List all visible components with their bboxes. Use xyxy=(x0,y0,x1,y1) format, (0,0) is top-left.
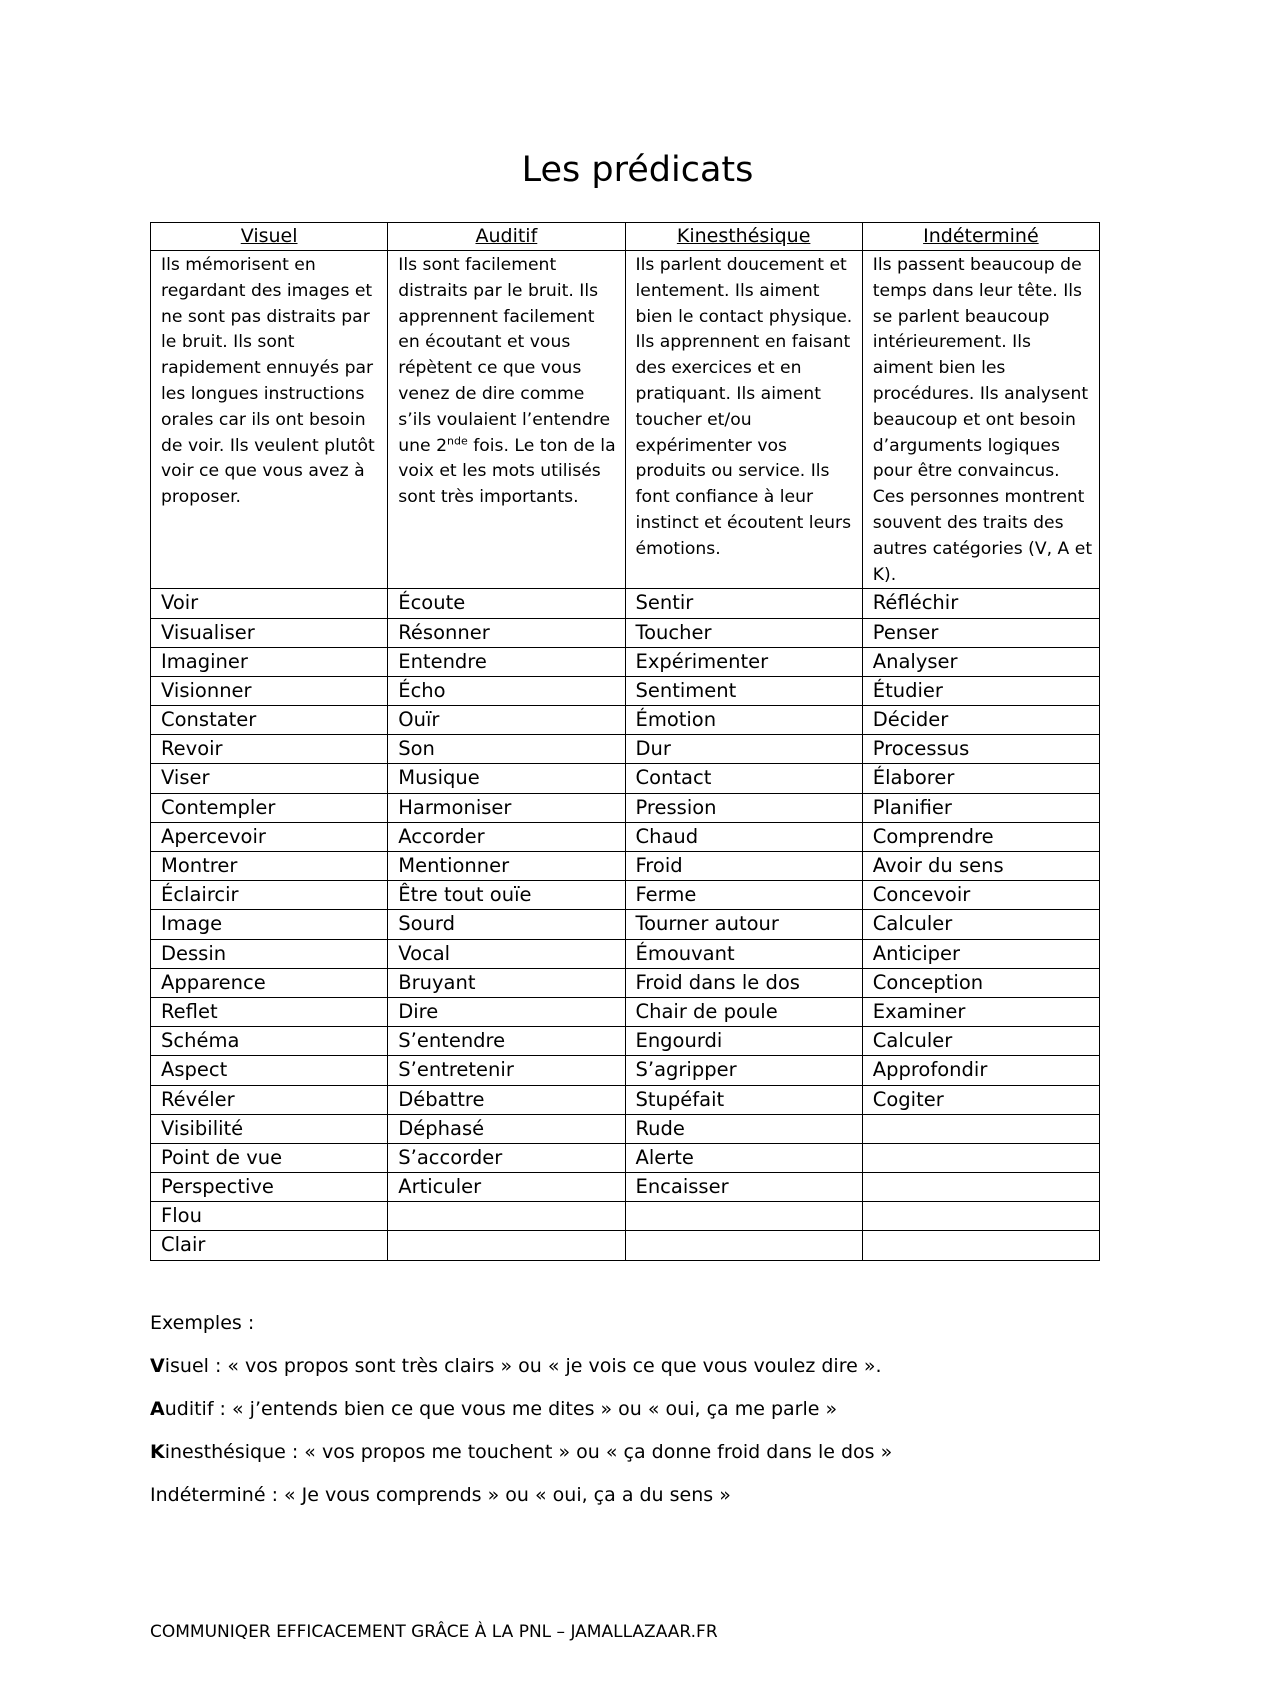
predicate-cell-auditif: Mentionner xyxy=(388,852,625,881)
predicate-cell-kinesthesique: Engourdi xyxy=(625,1027,862,1056)
predicate-cell-indetermine xyxy=(862,1231,1099,1260)
predicate-cell-visuel: Contempler xyxy=(151,793,388,822)
table-row xyxy=(151,910,1100,939)
predicate-cell-indetermine: Processus xyxy=(862,735,1099,764)
predicate-cell-kinesthesique: Sentir xyxy=(625,589,862,618)
example-auditif-label: uditif : xyxy=(164,1398,232,1420)
predicate-cell-visuel: Visibilité xyxy=(151,1114,388,1143)
example-kinesthesique-text: « vos propos me touchent » ou « ça donne froid dans le dos » xyxy=(304,1441,893,1463)
table-row xyxy=(151,1056,1100,1085)
predicate-cell-kinesthesique: Toucher xyxy=(625,618,862,647)
example-indetermine-text: « Je vous comprends » ou « oui, ça a du sens » xyxy=(284,1484,731,1506)
header-kinesthesique: Kinesthésique xyxy=(625,223,862,251)
table-row xyxy=(151,676,1100,705)
example-visuel-label: isuel : xyxy=(164,1355,228,1377)
predicate-cell-visuel: Perspective xyxy=(151,1173,388,1202)
example-visuel-initial: V xyxy=(150,1355,165,1377)
predicate-cell-auditif: Sourd xyxy=(388,910,625,939)
header-visuel: Visuel xyxy=(151,223,388,251)
table-row xyxy=(151,618,1100,647)
predicate-cell-visuel: Image xyxy=(151,910,388,939)
table-row xyxy=(151,764,1100,793)
predicate-cell-kinesthesique: Expérimenter xyxy=(625,647,862,676)
predicate-cell-auditif: Vocal xyxy=(388,939,625,968)
predicate-cell-auditif: Harmoniser xyxy=(388,793,625,822)
predicate-cell-kinesthesique: Émotion xyxy=(625,706,862,735)
predicate-cell-kinesthesique: Dur xyxy=(625,735,862,764)
predicate-cell-indetermine: Étudier xyxy=(862,676,1099,705)
predicate-cell-kinesthesique: Alerte xyxy=(625,1143,862,1172)
predicate-cell-auditif: S’accorder xyxy=(388,1143,625,1172)
predicate-cell-kinesthesique: Chair de poule xyxy=(625,997,862,1026)
predicate-cell-visuel: Visionner xyxy=(151,676,388,705)
example-kinesthesique-initial: K xyxy=(150,1441,165,1463)
table-row xyxy=(151,735,1100,764)
predicate-cell-visuel: Reflet xyxy=(151,997,388,1026)
predicate-cell-indetermine: Conception xyxy=(862,968,1099,997)
predicate-cell-kinesthesique xyxy=(625,1231,862,1260)
predicate-cell-indetermine: Calculer xyxy=(862,910,1099,939)
predicate-cell-auditif xyxy=(388,1202,625,1231)
predicate-cell-kinesthesique: Pression xyxy=(625,793,862,822)
predicate-cell-indetermine xyxy=(862,1173,1099,1202)
predicate-cell-visuel: Flou xyxy=(151,1202,388,1231)
predicate-cell-visuel: Schéma xyxy=(151,1027,388,1056)
predicate-cell-visuel: Éclaircir xyxy=(151,881,388,910)
predicate-cell-indetermine: Élaborer xyxy=(862,764,1099,793)
predicate-cell-auditif: S’entretenir xyxy=(388,1056,625,1085)
header-indetermine: Indéterminé xyxy=(862,223,1099,251)
predicate-cell-visuel: Aspect xyxy=(151,1056,388,1085)
predicate-cell-kinesthesique: Tourner autour xyxy=(625,910,862,939)
predicate-cell-kinesthesique: Encaisser xyxy=(625,1173,862,1202)
description-auditif-superscript: nde xyxy=(447,433,468,447)
predicate-cell-visuel: Imaginer xyxy=(151,647,388,676)
predicate-cell-indetermine: Calculer xyxy=(862,1027,1099,1056)
predicate-cell-kinesthesique: Stupéfait xyxy=(625,1085,862,1114)
predicate-cell-visuel: Dessin xyxy=(151,939,388,968)
predicate-cell-indetermine: Anticiper xyxy=(862,939,1099,968)
predicate-cell-indetermine: Approfondir xyxy=(862,1056,1099,1085)
description-auditif-part2: fois. Le ton de la voix et les mots utilisés sont très importants. xyxy=(398,435,616,508)
predicate-cell-auditif: Musique xyxy=(388,764,625,793)
predicate-cell-visuel: Visualiser xyxy=(151,618,388,647)
table-row xyxy=(151,1231,1100,1260)
table-header-row xyxy=(151,223,1100,251)
example-indetermine xyxy=(150,1482,731,1508)
table-row xyxy=(151,968,1100,997)
table-row xyxy=(151,881,1100,910)
example-visuel-text: « vos propos sont très clairs » ou « je vois ce que vous voulez dire ». xyxy=(227,1355,882,1377)
example-auditif-text: « j’entends bien ce que vous me dites » ou « oui, ça me parle » xyxy=(232,1398,838,1420)
page-title: Les prédicats xyxy=(521,150,754,190)
description-indetermine: Ils passent beaucoup de temps dans leur tête. Ils se parlent beaucoup intérieurement. Ils aiment bien les procédures. Ils analysent beaucoup et ont besoin d’arguments logiques pour être convaincus. Ces personnes montrent souvent des traits des autres catégories (V, A et K). xyxy=(862,251,1099,589)
table-row xyxy=(151,822,1100,851)
example-auditif xyxy=(150,1396,837,1422)
table-row xyxy=(151,997,1100,1026)
description-auditif-part1: Ils sont facilement distraits par le bruit. Ils apprennent facilement en écoutant et vous répètent ce que vous venez de dire comme s’ils voulaient l’entendre une 2 xyxy=(398,255,611,456)
predicate-cell-kinesthesique: Froid dans le dos xyxy=(625,968,862,997)
table-row xyxy=(151,1173,1100,1202)
table-row xyxy=(151,1085,1100,1114)
predicate-cell-indetermine: Décider xyxy=(862,706,1099,735)
predicate-cell-auditif: Résonner xyxy=(388,618,625,647)
description-visuel: Ils mémorisent en regardant des images et ne sont pas distraits par le bruit. Ils sont rapidement ennuyés par les longues instructions orales car ils ont besoin de voir. Ils veulent plutôt voir ce que vous avez à proposer. xyxy=(151,251,388,589)
table-row xyxy=(151,852,1100,881)
description-kinesthesique: Ils parlent doucement et lentement. Ils aiment bien le contact physique. Ils apprennent en faisant des exercices et en pratiquant. Ils aiment toucher et/ou expérimenter vos produits ou service. Ils font confiance à leur instinct et écoutent leurs émotions. xyxy=(625,251,862,589)
predicates-table xyxy=(150,222,1100,1261)
predicate-cell-auditif: Dire xyxy=(388,997,625,1026)
predicate-cell-indetermine xyxy=(862,1202,1099,1231)
predicate-cell-indetermine: Concevoir xyxy=(862,881,1099,910)
description-auditif xyxy=(388,251,625,589)
predicate-cell-auditif: Ouïr xyxy=(388,706,625,735)
examples-heading: Exemples : xyxy=(150,1312,255,1334)
predicate-cell-auditif xyxy=(388,1231,625,1260)
predicate-cell-indetermine xyxy=(862,1114,1099,1143)
predicate-cell-visuel: Montrer xyxy=(151,852,388,881)
table-row xyxy=(151,1114,1100,1143)
predicate-cell-indetermine: Cogiter xyxy=(862,1085,1099,1114)
predicate-cell-kinesthesique: Sentiment xyxy=(625,676,862,705)
predicate-cell-visuel: Révéler xyxy=(151,1085,388,1114)
table-row xyxy=(151,1202,1100,1231)
predicate-cell-visuel: Viser xyxy=(151,764,388,793)
predicate-cell-kinesthesique: S’agripper xyxy=(625,1056,862,1085)
predicate-cell-auditif: S’entendre xyxy=(388,1027,625,1056)
predicate-cell-auditif: Son xyxy=(388,735,625,764)
predicate-cell-auditif: Entendre xyxy=(388,647,625,676)
table-row xyxy=(151,939,1100,968)
footer-text: COMMUNIQER EFFICACEMENT GRÂCE À LA PNL – JAMALLAZAAR.FR xyxy=(150,1622,718,1642)
table-row xyxy=(151,706,1100,735)
predicate-cell-auditif: Déphasé xyxy=(388,1114,625,1143)
predicate-cell-kinesthesique: Chaud xyxy=(625,822,862,851)
predicate-cell-indetermine: Comprendre xyxy=(862,822,1099,851)
example-visuel xyxy=(150,1353,882,1379)
table-row xyxy=(151,589,1100,618)
predicate-cell-visuel: Constater xyxy=(151,706,388,735)
description-row xyxy=(151,251,1100,589)
example-indetermine-label: Indéterminé : xyxy=(150,1484,285,1506)
predicate-cell-auditif: Débattre xyxy=(388,1085,625,1114)
table-row xyxy=(151,1027,1100,1056)
example-auditif-initial: A xyxy=(150,1398,165,1420)
predicate-cell-visuel: Revoir xyxy=(151,735,388,764)
predicate-cell-kinesthesique: Émouvant xyxy=(625,939,862,968)
predicate-cell-visuel: Point de vue xyxy=(151,1143,388,1172)
predicate-cell-auditif: Accorder xyxy=(388,822,625,851)
predicate-cell-indetermine: Analyser xyxy=(862,647,1099,676)
predicate-cell-kinesthesique xyxy=(625,1202,862,1231)
predicate-cell-indetermine: Examiner xyxy=(862,997,1099,1026)
predicate-cell-auditif: Écho xyxy=(388,676,625,705)
predicate-cell-auditif: Articuler xyxy=(388,1173,625,1202)
header-auditif: Auditif xyxy=(388,223,625,251)
predicate-cell-indetermine: Réfléchir xyxy=(862,589,1099,618)
predicate-cell-auditif: Écoute xyxy=(388,589,625,618)
predicate-cell-visuel: Clair xyxy=(151,1231,388,1260)
predicate-cell-auditif: Bruyant xyxy=(388,968,625,997)
table-row xyxy=(151,793,1100,822)
predicate-cell-kinesthesique: Ferme xyxy=(625,881,862,910)
predicate-cell-visuel: Apparence xyxy=(151,968,388,997)
predicate-cell-visuel: Apercevoir xyxy=(151,822,388,851)
example-kinesthesique xyxy=(150,1439,892,1465)
predicate-cell-indetermine: Avoir du sens xyxy=(862,852,1099,881)
predicate-cell-indetermine: Planifier xyxy=(862,793,1099,822)
predicate-cell-visuel: Voir xyxy=(151,589,388,618)
predicate-cell-kinesthesique: Froid xyxy=(625,852,862,881)
table-row xyxy=(151,647,1100,676)
example-kinesthesique-label: inesthésique : xyxy=(164,1441,305,1463)
predicate-cell-auditif: Être tout ouïe xyxy=(388,881,625,910)
predicate-cell-indetermine: Penser xyxy=(862,618,1099,647)
predicate-cell-kinesthesique: Contact xyxy=(625,764,862,793)
table-row xyxy=(151,1143,1100,1172)
predicate-cell-indetermine xyxy=(862,1143,1099,1172)
predicate-cell-kinesthesique: Rude xyxy=(625,1114,862,1143)
